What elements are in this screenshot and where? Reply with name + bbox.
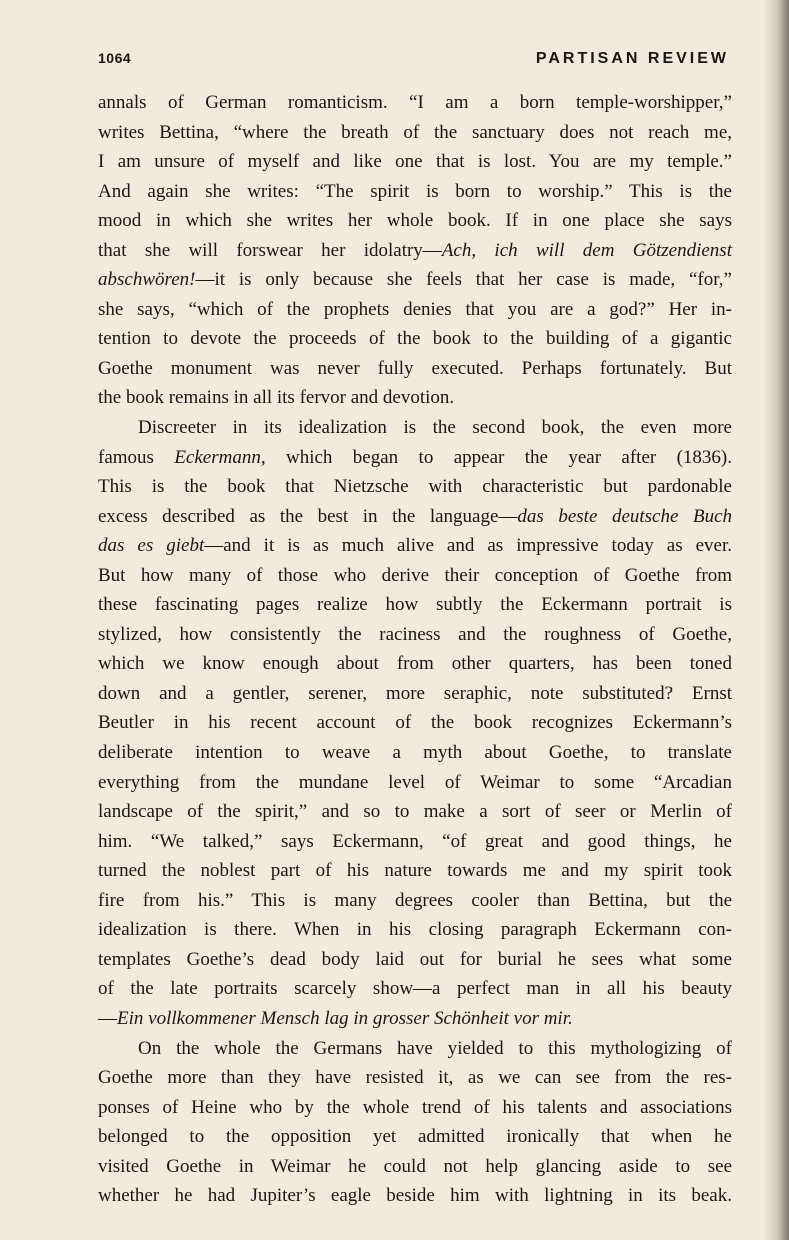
- text-line: [98, 1122, 732, 1152]
- italic-text: Ein vollkommener Mensch lag in grosser Schönheit vor mir.: [117, 1007, 573, 1029]
- text-line: [98, 1063, 732, 1093]
- italic-text: abschwören!: [98, 269, 196, 291]
- text-line: [98, 915, 732, 945]
- text-line: [98, 206, 732, 236]
- text-segment: —and it is as much alive and as impressive today as ever.: [204, 535, 732, 557]
- page-edge-shadow: [763, 0, 789, 1240]
- text-segment: Goethe more than they have resisted it, as we can see from the res-: [98, 1067, 732, 1089]
- text-segment: landscape of the spirit,” and so to make a sort of seer or Merlin of: [98, 801, 732, 823]
- text-line: [98, 1093, 732, 1123]
- text-line: [98, 945, 732, 975]
- text-line: [98, 118, 732, 148]
- text-segment: down and a gentler, serener, more seraphic, note substituted? Ernst: [98, 682, 732, 704]
- text-segment: turned the noblest part of his nature towards me and my spirit took: [98, 860, 732, 882]
- text-line: [98, 472, 732, 502]
- text-segment: This is the book that Nietzsche with characteristic but pardonable: [98, 476, 732, 498]
- text-segment: ponses of Heine who by the whole trend of his talents and associations: [98, 1096, 732, 1118]
- text-segment: belonged to the opposition yet admitted ironically that when he: [98, 1126, 732, 1148]
- text-segment: I am unsure of myself and like one that is lost. You are my temple.”: [98, 151, 732, 173]
- text-line: [98, 620, 732, 650]
- text-segment: visited Goethe in Weimar he could not help glancing aside to see: [98, 1155, 732, 1177]
- body-text: [98, 88, 732, 1211]
- text-segment: tention to devote the proceeds of the book to the building of a gigantic: [98, 328, 732, 350]
- italic-text: das beste deutsche Buch: [517, 505, 732, 527]
- text-segment: which we know enough about from other quarters, has been toned: [98, 653, 732, 675]
- text-segment: fire from his.” This is many degrees cooler than Bettina, but the: [98, 889, 732, 911]
- text-segment: templates Goethe’s dead body laid out for burial he sees what some: [98, 948, 732, 970]
- text-segment: Discreeter in its idealization is the second book, the even more: [138, 417, 732, 439]
- text-segment: famous: [98, 446, 175, 468]
- text-line: [98, 827, 732, 857]
- italic-text: Ach, ich will dem Götzendienst: [441, 239, 732, 261]
- page-header: [98, 50, 729, 74]
- text-line: [98, 177, 732, 207]
- text-segment: writes Bettina, “where the breath of the sanctuary does not reach me,: [98, 121, 732, 143]
- text-line: [98, 354, 732, 384]
- text-line: [98, 886, 732, 916]
- text-line: [98, 502, 732, 532]
- text-segment: —it is only because she feels that her case is made, “for,”: [195, 269, 732, 291]
- italic-text: das es giebt: [98, 535, 205, 557]
- text-line: [98, 324, 732, 354]
- text-line: [98, 708, 732, 738]
- page-number: 1064: [98, 50, 132, 66]
- text-line: [98, 88, 732, 118]
- text-line: [98, 413, 732, 443]
- text-line: [98, 768, 732, 798]
- text-segment: excess described as the best in the language—: [98, 505, 518, 527]
- text-segment: Beutler in his recent account of the book recognizes Eckermann’s: [98, 712, 732, 734]
- text-segment: But how many of those who derive their conception of Goethe from: [98, 564, 732, 586]
- text-line: [98, 590, 732, 620]
- text-line: [98, 797, 732, 827]
- text-line: [98, 295, 732, 325]
- text-segment: On the whole the Germans have yielded to this mythologizing of: [138, 1037, 732, 1059]
- text-segment: stylized, how consistently the raciness and the roughness of Goethe,: [98, 623, 732, 645]
- text-segment: everything from the mundane level of Weimar to some “Arcadian: [98, 771, 732, 793]
- text-line: [98, 443, 732, 473]
- text-segment: And again she writes: “The spirit is born to worship.” This is the: [98, 180, 732, 202]
- text-line: [98, 856, 732, 886]
- text-line: [98, 1152, 732, 1182]
- text-line: [98, 1004, 732, 1034]
- text-line: [98, 1034, 732, 1064]
- text-line: [98, 561, 732, 591]
- text-line: [98, 265, 732, 295]
- text-segment: she says, “which of the prophets denies that you are a god?” Her in-: [98, 298, 732, 320]
- text-line: [98, 531, 732, 561]
- text-segment: idealization is there. When in his closing paragraph Eckermann con-: [98, 919, 732, 941]
- text-line: [98, 974, 732, 1004]
- text-segment: mood in which she writes her whole book. If in one place she says: [98, 210, 732, 232]
- italic-text: Eckermann,: [174, 446, 266, 468]
- running-title: PARTISAN REVIEW: [535, 50, 729, 67]
- text-line: [98, 1181, 732, 1211]
- text-segment: whether he had Jupiter’s eagle beside him with lightning in its beak.: [98, 1185, 732, 1207]
- text-segment: —: [98, 1007, 117, 1029]
- text-segment: which began to appear the year after (1836).: [265, 446, 732, 468]
- text-segment: these fascinating pages realize how subtly the Eckermann portrait is: [98, 594, 732, 616]
- text-line: [98, 383, 732, 413]
- text-segment: him. “We talked,” says Eckermann, “of great and good things, he: [98, 830, 732, 852]
- text-segment: of the late portraits scarcely show—a perfect man in all his beauty: [98, 978, 732, 1000]
- text-line: [98, 236, 732, 266]
- text-segment: deliberate intention to weave a myth about Goethe, to translate: [98, 742, 732, 764]
- text-segment: the book remains in all its fervor and devotion.: [98, 387, 455, 409]
- text-segment: Goethe monument was never fully executed. Perhaps fortunately. But: [98, 357, 732, 379]
- text-line: [98, 649, 732, 679]
- text-line: [98, 679, 732, 709]
- text-segment: that she will forswear her idolatry—: [98, 239, 442, 261]
- text-segment: annals of German romanticism. “I am a born temple-worshipper,”: [98, 92, 732, 113]
- text-line: [98, 738, 732, 768]
- text-line: [98, 147, 732, 177]
